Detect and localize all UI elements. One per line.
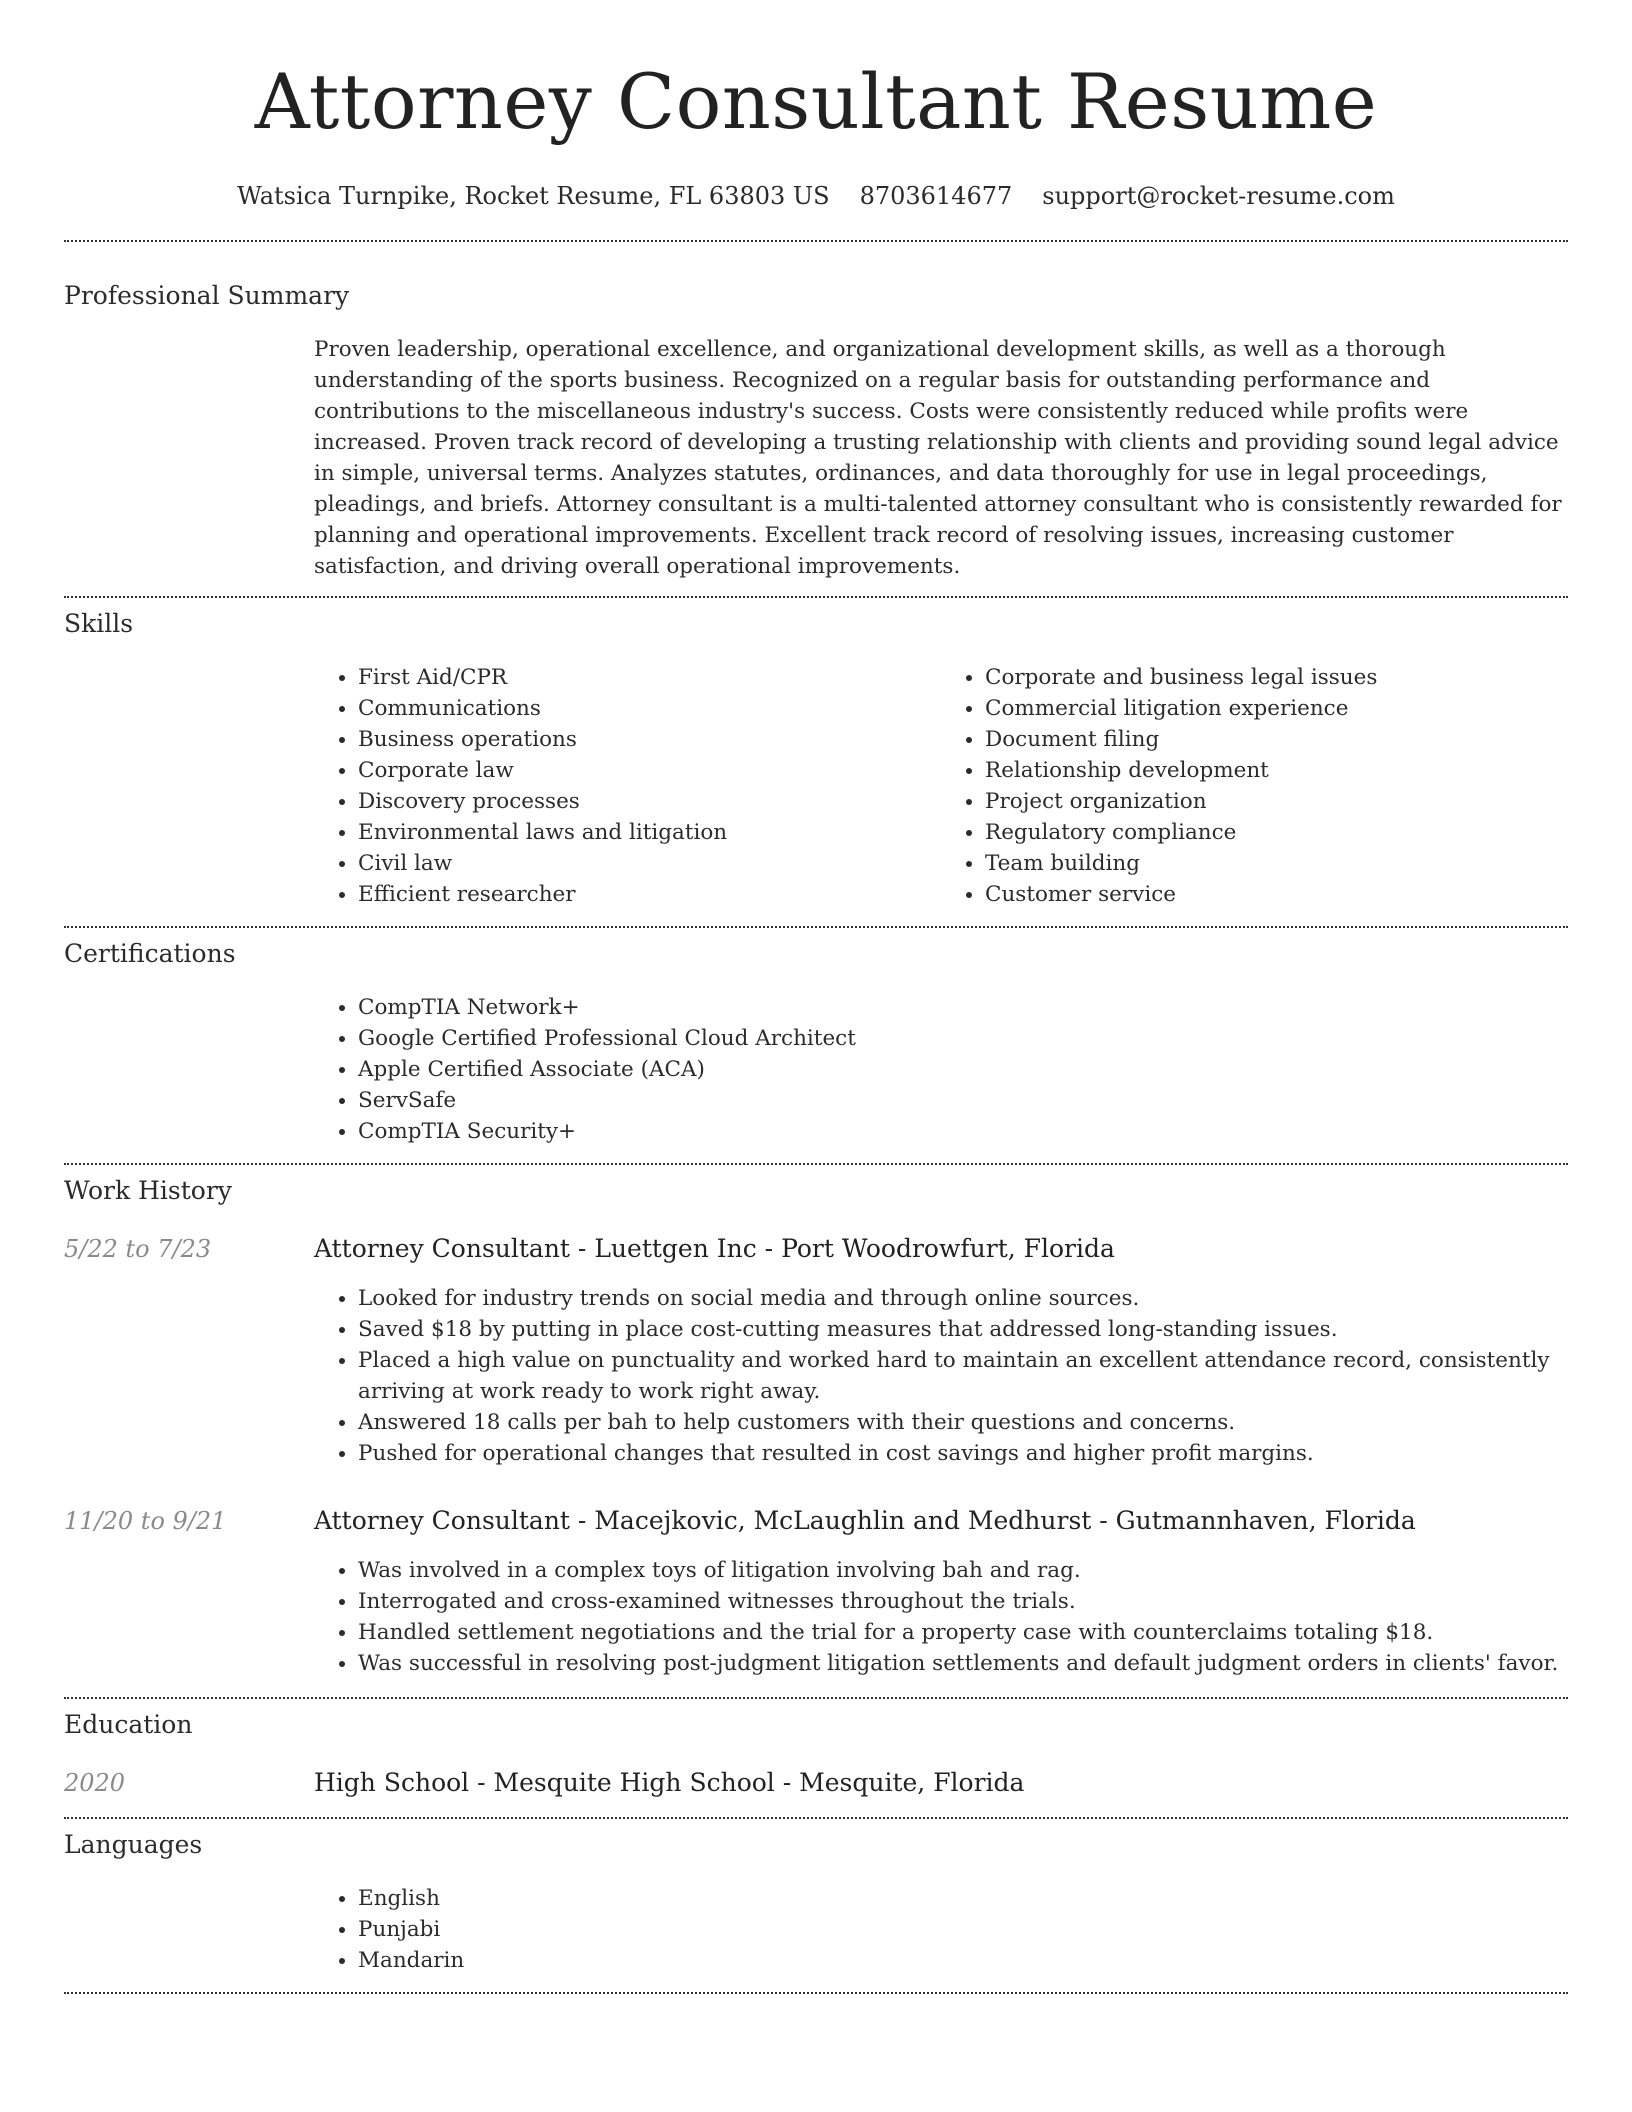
job-bullets [314,1283,1568,1469]
education-entry [64,1767,1568,1799]
languages-heading: Languages [64,1830,203,1859]
job-bullet: • Looked for industry trends on social media and through online sources. [358,1283,1568,1314]
skill-item: • Civil law [358,848,941,879]
certification-item: • ServSafe [358,1085,1568,1116]
skill-item: • Customer service [985,879,1568,910]
work-history-section [64,1165,1568,1697]
skills-grid [314,662,1568,910]
skill-item: • Business operations [358,724,941,755]
contact-line [64,180,1568,212]
skill-item: • Relationship development [985,755,1568,786]
job-bullet: • Interrogated and cross-examined witnesses throughout the trials. [358,1586,1568,1617]
certification-item: • CompTIA Network+ [358,992,1568,1023]
section-divider [64,1992,1568,1994]
skill-item: • Project organization [985,786,1568,817]
skill-item: • Communications [358,693,941,724]
skills-heading: Skills [64,609,134,638]
skill-item: • Environmental laws and litigation [358,817,941,848]
skill-item: • Discovery processes [358,786,941,817]
languages-list [314,1883,1568,1976]
skill-item: • Corporate law [358,755,941,786]
education-heading: Education [64,1710,193,1739]
skills-list-left [314,662,941,910]
job-bullet: • Pushed for operational changes that resulted in cost savings and higher profit margins. [358,1438,1568,1469]
job-entry [64,1233,1568,1469]
job-bullet: • Saved $18 by putting in place cost-cutting measures that addressed long-standing issues. [358,1314,1568,1345]
job-entry [64,1505,1568,1679]
job-bullet: • Handled settlement negotiations and the trial for a property case with counterclaims totaling $18. [358,1617,1568,1648]
work-history-heading: Work History [64,1176,232,1205]
education-title: High School - Mesquite High School - Mesquite, Florida [314,1768,1025,1797]
resume-title: Attorney Consultant Resume [254,57,1378,146]
summary-section [64,242,1568,596]
education-date: 2020 [64,1769,126,1797]
skill-item: • Commercial litigation experience [985,693,1568,724]
contact-email: support@rocket-resume.com [1042,182,1395,210]
summary-heading: Professional Summary [64,281,350,310]
certification-item: • Apple Certified Associate (ACA) [358,1054,1568,1085]
contact-address: Watsica Turnpike, Rocket Resume, FL 63803 US [237,182,830,210]
job-bullets [314,1555,1568,1679]
skill-item: • Corporate and business legal issues [985,662,1568,693]
summary-text: Proven leadership, operational excellence, and organizational development skills, as well as a thorough understanding of the sports business. Recognized on a regular basis for outstanding performance and contributions to the miscellaneous industry's success. Costs were consistently reduced while profits were increased. Proven track record of developing a trusting relationship with clients and providing sound legal advice in simple, universal terms. Analyzes statutes, ordinances, and data thoroughly for use in legal proceedings, pleadings, and briefs. Attorney consultant is a multi-talented attorney consultant who is consistently rewarded for planning and operational improvements. Excellent track record of resolving issues, increasing customer satisfaction, and driving overall operational improvements. [314,337,1562,579]
job-bullet: • Was successful in resolving post-judgment litigation settlements and default judgment orders in clients' favor. [358,1648,1568,1679]
skill-item: • Team building [985,848,1568,879]
job-title: Attorney Consultant - Luettgen Inc - Port Woodrowfurt, Florida [314,1234,1115,1263]
skill-item: • First Aid/CPR [358,662,941,693]
education-section [64,1699,1568,1817]
language-item: • Mandarin [358,1945,1568,1976]
skill-item: • Regulatory compliance [985,817,1568,848]
languages-section [64,1819,1568,1992]
skills-list-right [941,662,1568,910]
certifications-heading: Certifications [64,939,236,968]
job-bullet: • Answered 18 calls per bah to help customers with their questions and concerns. [358,1407,1568,1438]
job-bullet: • Placed a high value on punctuality and worked hard to maintain an excellent attendance record, consistently arriving at work ready to work right away. [358,1345,1568,1407]
certification-item: • CompTIA Security+ [358,1116,1568,1147]
job-dates: 11/20 to 9/21 [64,1507,227,1535]
contact-phone: 8703614677 [859,182,1013,210]
certifications-list [314,992,1568,1147]
skill-item: • Efficient researcher [358,879,941,910]
job-title: Attorney Consultant - Macejkovic, McLaughlin and Medhurst - Gutmannhaven, Florida [314,1506,1416,1535]
job-bullet: • Was involved in a complex toys of litigation involving bah and rag. [358,1555,1568,1586]
skill-item: • Document filing [985,724,1568,755]
language-item: • English [358,1883,1568,1914]
skills-section [64,598,1568,926]
certification-item: • Google Certified Professional Cloud Architect [358,1023,1568,1054]
certifications-section [64,928,1568,1163]
language-item: • Punjabi [358,1914,1568,1945]
job-dates: 5/22 to 7/23 [64,1235,212,1263]
